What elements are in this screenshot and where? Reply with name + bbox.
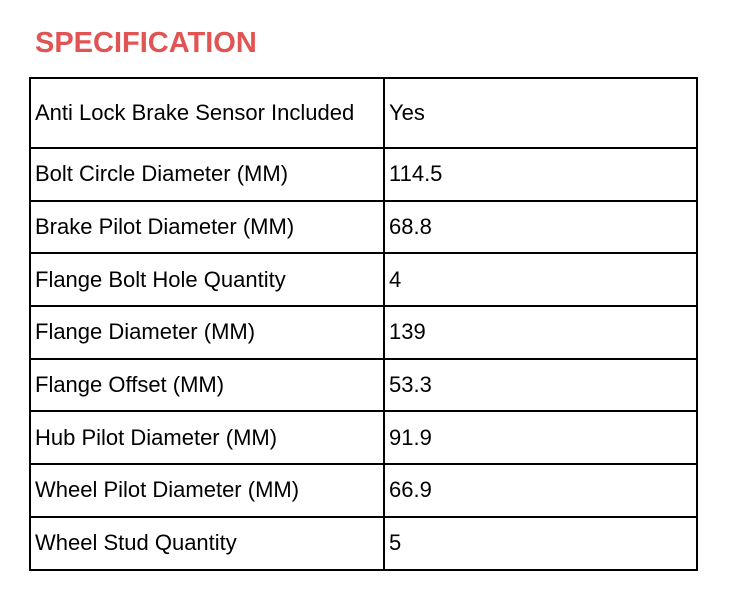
- spec-label: Hub Pilot Diameter (MM): [30, 411, 384, 464]
- specification-table: [29, 77, 698, 571]
- spec-label: Wheel Pilot Diameter (MM): [30, 464, 384, 517]
- table-row: [30, 201, 697, 254]
- table-row: [30, 359, 697, 412]
- spec-value: 4: [384, 253, 697, 306]
- spec-value: 66.9: [384, 464, 697, 517]
- table-row: [30, 148, 697, 201]
- table-row: [30, 411, 697, 464]
- spec-value: 68.8: [384, 201, 697, 254]
- spec-value: 114.5: [384, 148, 697, 201]
- spec-label: Flange Bolt Hole Quantity: [30, 253, 384, 306]
- spec-value: 91.9: [384, 411, 697, 464]
- page-title: SPECIFICATION: [35, 27, 257, 59]
- table-row: [30, 517, 697, 570]
- table-row: [30, 253, 697, 306]
- spec-label: Anti Lock Brake Sensor Included: [30, 78, 384, 148]
- spec-label: Bolt Circle Diameter (MM): [30, 148, 384, 201]
- table-row: [30, 78, 697, 148]
- spec-label: Wheel Stud Quantity: [30, 517, 384, 570]
- spec-value: Yes: [384, 78, 697, 148]
- spec-label: Flange Diameter (MM): [30, 306, 384, 359]
- spec-value: 139: [384, 306, 697, 359]
- spec-label: Flange Offset (MM): [30, 359, 384, 412]
- spec-value: 5: [384, 517, 697, 570]
- spec-value: 53.3: [384, 359, 697, 412]
- table-row: [30, 306, 697, 359]
- table-row: [30, 464, 697, 517]
- spec-label: Brake Pilot Diameter (MM): [30, 201, 384, 254]
